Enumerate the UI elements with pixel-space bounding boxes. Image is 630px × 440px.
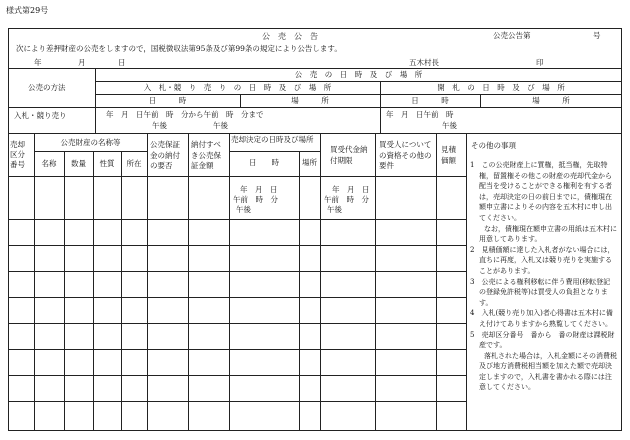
header-buyer-requirements: 買受人についての資格その他の要件 [379, 140, 432, 170]
open-place-label: 場 所 [532, 96, 570, 105]
date-year: 年 [34, 58, 42, 67]
header-payment-deadline: 買受代金納付期限 [330, 145, 368, 165]
issuer-title: 五木村長 [409, 58, 439, 67]
bid-ampm-1: 午後 [152, 121, 167, 130]
payment-date-line1: 年 月 日 [332, 185, 370, 194]
notice-number-label: 公売公告第 [493, 31, 531, 40]
note-item: 5 売却区分番号 番から 番の財産は課税財産です。 [470, 330, 615, 350]
bid-place-label: 場 所 [291, 96, 329, 105]
date-day: 日 [118, 58, 126, 67]
header-decision: 売却決定の日時及び場所 [231, 135, 314, 144]
open-schedule-header: 開 札 の 日 時 及 び 場 所 [437, 83, 565, 92]
date-month: 月 [78, 58, 86, 67]
note-item: 1 この公売財産上に質権，抵当権，先取特権，留置権その他この財産の売却代金から配当を受けることができる権利を有する者は，売却決定の日の前日までに，債権現在額申立書によりその内容を五木村に申し出てください。 [470, 161, 612, 222]
note-item: 2 見積価額に達した入札者がない場合には，直ちに再度，入札又は競り売りを実施することがあります。 [470, 245, 615, 275]
form-number: 様式第29号 [6, 6, 49, 15]
method-value: 入札・競り売り [14, 111, 67, 120]
header-deposit-required: 公売保証金の納付の要否 [150, 140, 180, 170]
bid-date-value: 年 月 日午前 時 分から午前 時 分まで [106, 110, 264, 119]
method-label: 公売の方法 [28, 83, 66, 92]
page-title: 公 売 公 告 [262, 32, 318, 41]
note-item: 3 公売による権利移転に伴う費用(移転登記の登録免許税等)は買受人の負担となります。 [470, 277, 611, 307]
decision-date-line2: 午前 時 分 [233, 195, 278, 204]
header-decision-place: 場所 [302, 158, 317, 167]
bid-ampm-2: 午後 [213, 121, 228, 130]
header-estimated-price: 見積価額 [441, 145, 456, 165]
seal-mark: 印 [536, 58, 544, 67]
header-nature: 性質 [99, 159, 115, 168]
header-location: 所在 [126, 159, 142, 168]
header-deposit-amount: 納付すべき公売保証金額 [191, 140, 221, 170]
header-name: 名称 [41, 159, 57, 168]
notice-number-suffix: 号 [593, 31, 601, 40]
note-item: 落札された場合は，入札金額にその消費税及び地方消費税相当額を加えた額で売却決定しますので，入札書を書かれる際には注意してください。 [479, 351, 617, 392]
intro-text: 次により差押財産の公売をしますので，国税徴収法第95条及び第99条の規定により公告します。 [16, 44, 342, 53]
bid-datetime-label: 日 時 [148, 96, 187, 105]
open-ampm: 午後 [442, 121, 457, 130]
bid-schedule-header: 入 札・競 り 売 り の 日 時 及 び 場 所 [143, 83, 332, 92]
payment-date-line2: 午前 時 分 [324, 195, 369, 204]
header-lot-number: 売却区分番号 [10, 140, 25, 169]
header-decision-datetime: 日 時 [249, 158, 279, 167]
decision-date-line1: 年 月 日 [240, 185, 278, 194]
header-property-group: 公売財産の名称等 [60, 138, 121, 147]
open-datetime-label: 日 時 [411, 96, 449, 105]
note-item: なお，債権現在額申立書の用紙は五木村に用意してあります。 [479, 224, 617, 244]
header-quantity: 数量 [71, 159, 86, 168]
decision-date-line3: 午後 [236, 205, 251, 214]
notes-title: その他の事項 [471, 141, 516, 150]
notes-list [470, 160, 617, 393]
note-item: 4 入札(競り売り加入)者心得書は五木村に備え付けてありますから熟覧してください。 [470, 309, 613, 328]
payment-date-line3: 午後 [327, 205, 342, 214]
open-date-value: 年 月 日午前 時 [386, 110, 454, 119]
schedule-header: 公 売 の 日 時 及 び 場 所 [294, 70, 423, 79]
